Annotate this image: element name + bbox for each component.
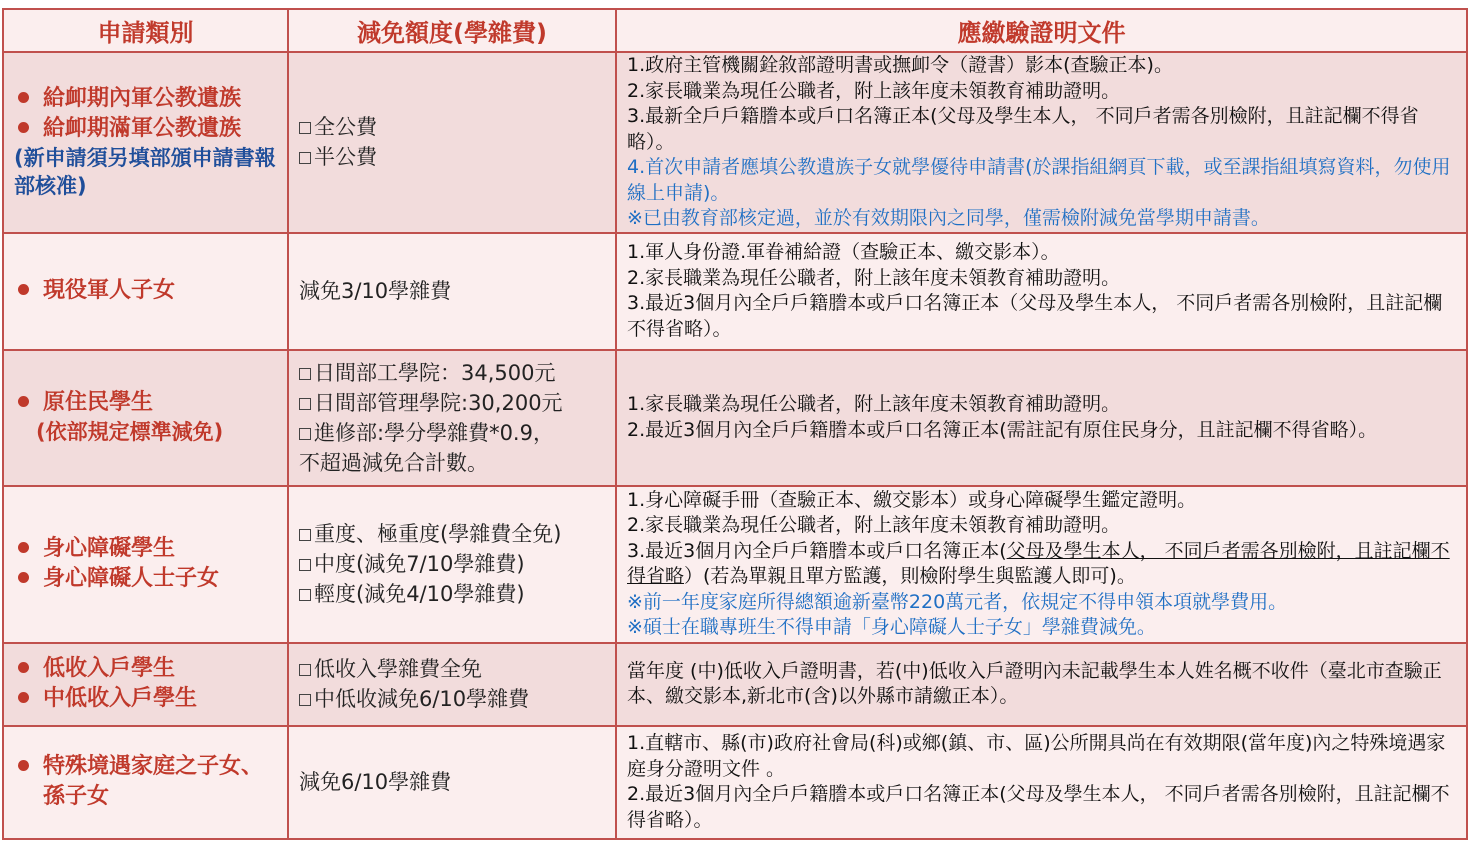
bullet-icon — [18, 760, 29, 771]
checkbox-icon — [299, 589, 311, 601]
documents-cell — [616, 350, 1467, 486]
category-cell — [3, 350, 288, 486]
bullet-icon — [18, 692, 29, 703]
doc-item: 當年度 (中)低收入戶證明書，若(中)低收入戶證明內未記載學生本人姓名概不收件（臺北市查驗正本、繳交影本,新北市(含)以外縣市請繳正本）。 — [627, 659, 1442, 707]
category-item: 低收入戶學生 — [14, 654, 277, 684]
table-row-survivors — [3, 52, 1467, 233]
documents-cell — [616, 643, 1467, 726]
checkbox-icon — [299, 152, 311, 164]
category-item: 原住民學生 — [14, 388, 277, 418]
amount-option: 重度、極重度(學雜費全免) — [299, 519, 605, 549]
documents-cell — [616, 52, 1467, 233]
doc-item: 1.軍人身份證.軍眷補給證（查驗正本、繳交影本）。 — [627, 241, 1060, 263]
amount-text: 減免6/10學雜費 — [299, 770, 452, 794]
checkbox-icon — [299, 122, 311, 134]
doc-item: 1.直轄市、縣(市)政府社會局(科)或鄉(鎮、市、區)公所開具尚在有效期限(當年度)內之特殊境遇家庭身分證明文件 。 — [627, 732, 1446, 780]
bullet-icon — [18, 396, 29, 407]
amount-option: 輕度(減免4/10學雜費) — [299, 579, 605, 609]
doc-item: 2.最近3個月內全戶戶籍謄本或戶口名簿正本(父母及學生本人， 不同戶者需各別檢附，且註記欄不得省略）。 — [627, 783, 1450, 831]
amount-text: 減免3/10學雜費 — [299, 279, 452, 303]
doc-item: 2.家長職業為現任公職者，附上該年度未領教育補助證明。 — [627, 514, 1121, 536]
amount-cell — [288, 52, 616, 233]
header-row — [3, 9, 1467, 52]
checkbox-icon — [299, 559, 311, 571]
header-documents: 應繳驗證明文件 — [616, 9, 1467, 52]
header-amount: 減免額度(學雜費) — [288, 9, 616, 52]
category-cell — [3, 233, 288, 350]
doc-item: 2.家長職業為現任公職者，附上該年度未領教育補助證明。 — [627, 266, 1121, 289]
checkbox-icon — [299, 368, 311, 380]
checkbox-icon — [299, 398, 311, 410]
amount-option: 日間部工學院：34,500元 — [299, 358, 605, 388]
amount-option: 日間部管理學院:30,200元 — [299, 388, 605, 418]
doc-item: 1.身心障礙手冊（查驗正本、繳交影本）或身心障礙學生鑑定證明。 — [627, 488, 1197, 511]
amount-option: 進修部:學分學雜費*0.9， — [299, 418, 605, 448]
category-continuation: 孫子女 — [43, 784, 110, 809]
amount-cell — [288, 643, 616, 726]
bullet-icon — [18, 122, 29, 133]
checkbox-icon — [299, 428, 311, 440]
category-item: 身心障礙學生 — [14, 534, 277, 564]
doc-item: 3.最新全戶戶籍謄本或戶口名簿正本(父母及學生本人， 不同戶者需各別檢附，且註記欄不得省略）。 — [627, 105, 1419, 153]
documents-cell — [616, 233, 1467, 350]
bullet-icon — [18, 284, 29, 295]
amount-option: 中度(減免7/10學雜費) — [299, 549, 605, 579]
category-sub: (依部規定標準減免) — [36, 420, 224, 444]
checkbox-icon — [299, 664, 311, 676]
category-cell — [3, 52, 288, 233]
header-category: 申請類別 — [3, 9, 288, 52]
amount-cell — [288, 726, 616, 839]
table-row-low-income — [3, 643, 1467, 726]
doc-item: 1.政府主管機關銓敘部證明書或撫卹令（證書）影本(查驗正本)。 — [627, 54, 1173, 76]
amount-option: 半公費 — [299, 142, 605, 172]
documents-cell — [616, 486, 1467, 643]
checkbox-icon — [299, 694, 311, 706]
subsidy-table — [2, 8, 1468, 840]
table-row-disability — [3, 486, 1467, 643]
bullet-icon — [18, 92, 29, 103]
checkbox-icon — [299, 529, 311, 541]
table-row-indigenous — [3, 350, 1467, 486]
amount-cell — [288, 486, 616, 643]
amount-option: 全公費 — [299, 112, 605, 142]
doc-item: 2.最近3個月內全戶戶籍謄本或戶口名簿正本(需註記有原住民身分，且註記欄不得省略）。 — [627, 418, 1378, 441]
table-row-special-family — [3, 726, 1467, 839]
amount-option: 低收入學雜費全免 — [299, 654, 605, 684]
doc-note-blue: ※前一年度家庭所得總額逾新臺幣220萬元者，依規定不得申領本項就學費用。 — [627, 590, 1288, 613]
bullet-icon — [18, 572, 29, 583]
doc-item-blue: 4.首次申請者應填公教遺族子女就學優待申請書(於課指組網頁下載，或至課指組填寫資料，勿使用線上申請)。 — [627, 156, 1451, 204]
category-item: 給卹期滿軍公教遺族 — [14, 114, 277, 144]
doc-item: 2.家長職業為現任公職者，附上該年度未領教育補助證明。 — [627, 79, 1121, 102]
bullet-icon — [18, 542, 29, 553]
doc-item: 3.最近3個月內全戶戶籍謄本或戶口名簿正本(父母及學生本人， 不同戶者需各別檢附，且註記欄不得省略）(若為單親且單方監護，則檢附學生與監護人即可)。 — [627, 539, 1450, 587]
doc-note-blue: ※碩士在職專班生不得申請「身心障礙人士子女」學雜費減免。 — [627, 616, 1156, 638]
documents-cell — [616, 726, 1467, 839]
doc-item: 3.最近3個月內全戶戶籍謄本或戶口名簿正本（父母及學生本人， 不同戶者需各別檢附，且註記欄不得省略）。 — [627, 292, 1443, 340]
table-row-military — [3, 233, 1467, 350]
category-item: 給卹期內軍公教遺族 — [14, 84, 277, 114]
category-item: 特殊境遇家庭之子女、 — [14, 752, 277, 782]
doc-item: 1.家長職業為現任公職者，附上該年度未領教育補助證明。 — [627, 393, 1121, 415]
category-note: (新申請須另填部頒申請書報部核准) — [14, 146, 276, 199]
bullet-icon — [18, 662, 29, 673]
amount-cell — [288, 350, 616, 486]
category-cell — [3, 726, 288, 839]
category-cell — [3, 486, 288, 643]
category-cell — [3, 643, 288, 726]
amount-cell — [288, 233, 616, 350]
amount-option: 中低收減免6/10學雜費 — [299, 684, 605, 714]
category-item: 中低收入戶學生 — [14, 684, 277, 714]
amount-tail: 不超過減免合計數。 — [299, 450, 488, 475]
doc-note-blue: ※已由教育部核定過，並於有效期限內之同學，僅需檢附減免當學期申請書。 — [627, 207, 1270, 229]
category-item: 身心障礙人士子女 — [14, 564, 277, 594]
category-item: 現役軍人子女 — [14, 276, 277, 306]
